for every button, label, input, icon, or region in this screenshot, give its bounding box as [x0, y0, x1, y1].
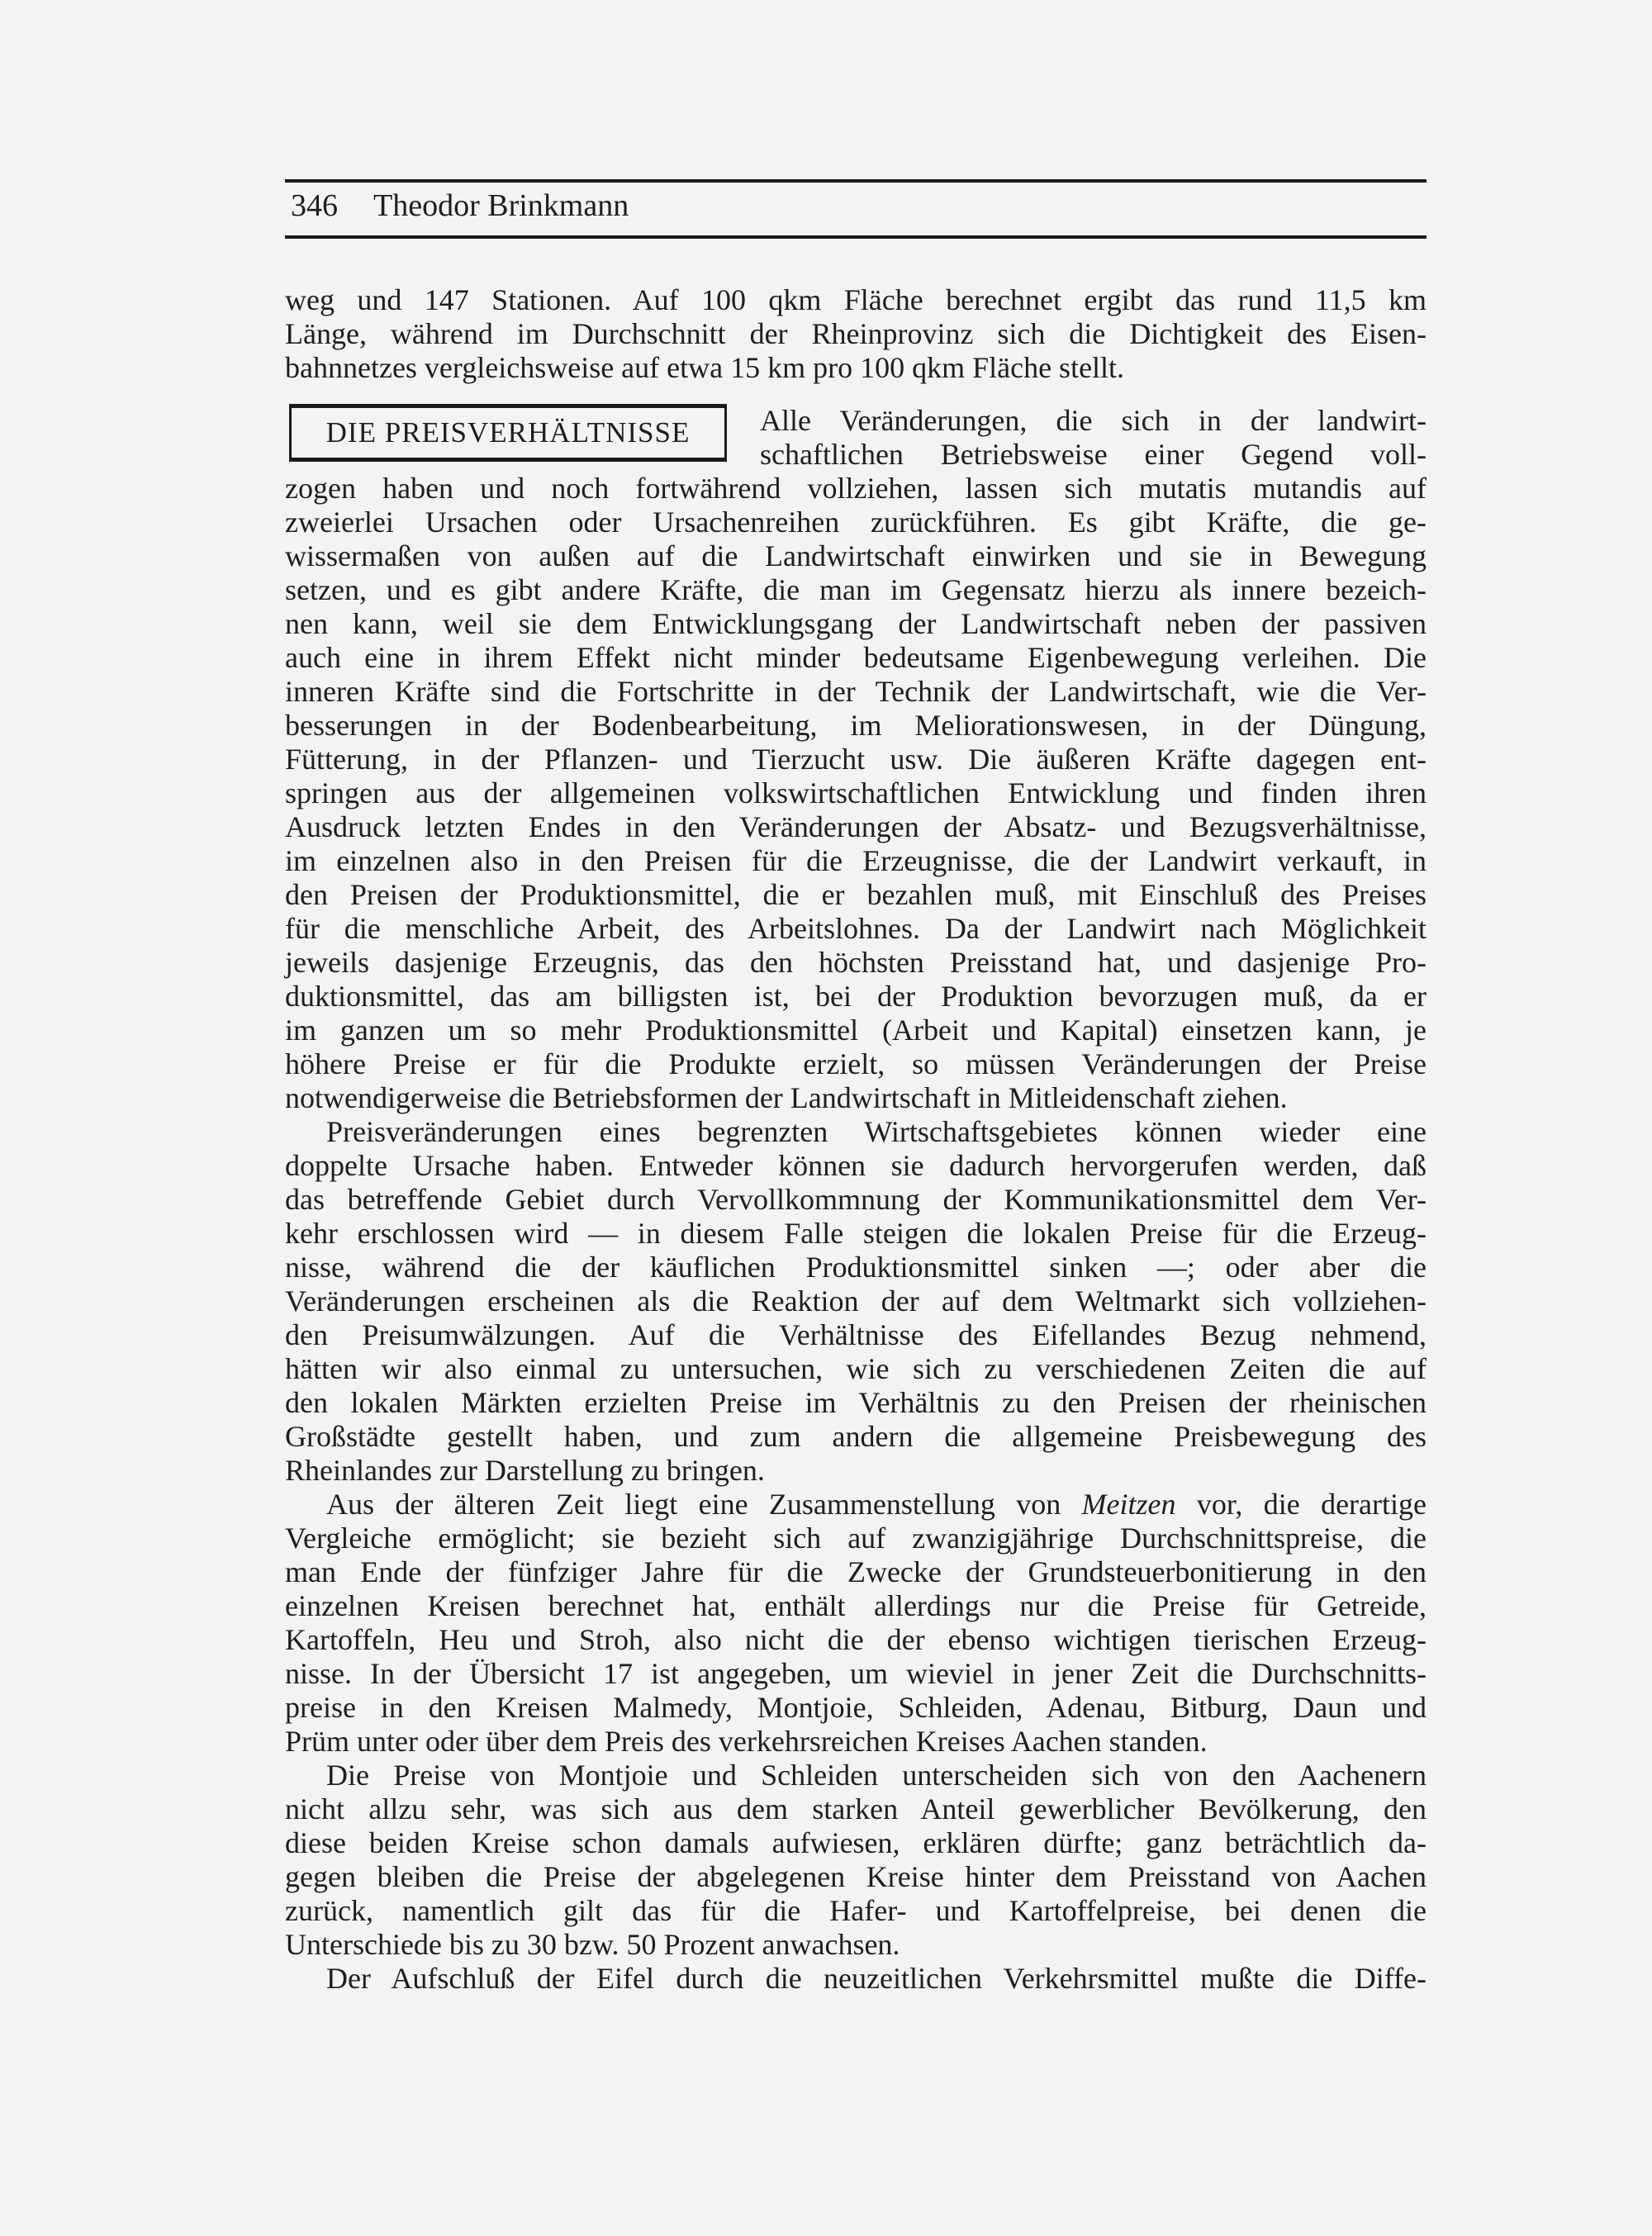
header-rule-bottom: [285, 235, 1427, 239]
text-line: doppelte Ursache haben. Entweder können sie dadurch hervorgerufen werden, daß: [285, 1149, 1427, 1182]
text-line: zweierlei Ursachen oder Ursachenreihen zurückführen. Es gibt Kräfte, die ge-: [285, 506, 1427, 539]
text-line: besserungen in der Bodenbearbeitung, im Meliorationswesen, in der Düngung,: [285, 709, 1427, 742]
text-line: Rheinlandes zur Darstellung zu bringen.: [285, 1454, 765, 1487]
paragraph: [285, 1962, 1427, 1996]
text-line: höhere Preise er für die Produkte erzielt, so müssen Veränderungen der Preise: [285, 1047, 1427, 1080]
text-line: nicht allzu sehr, was sich aus dem starken Anteil gewerblicher Bevölkerung, den: [285, 1792, 1427, 1825]
text-line: springen aus der allgemeinen volkswirtschaftlichen Entwicklung und finden ihren: [285, 776, 1427, 809]
text-line: Kartoffeln, Heu und Stroh, also nicht die der ebenso wichtigen tierischen Erzeug-: [285, 1623, 1427, 1656]
text-line: diese beiden Kreise schon damals aufwiesen, erklären dürfte; ganz beträchtlich da-: [285, 1826, 1427, 1859]
text-line: Preisveränderungen eines begrenzten Wirtschaftsgebietes können wieder eine: [326, 1115, 1427, 1148]
text-line: zurück, namentlich gilt das für die Hafer- und Kartoffelpreise, bei denen die: [285, 1894, 1427, 1927]
text-line: einzelnen Kreisen berechnet hat, enthält allerdings nur die Preise für Getreide,: [285, 1589, 1427, 1622]
paragraph: [285, 1759, 1427, 1962]
text-line: Ausdruck letzten Endes in den Veränderungen der Absatz- und Bezugsverhältnisse,: [285, 810, 1427, 843]
text-line: schaftlichen Betriebsweise einer Gegend voll-: [760, 438, 1427, 471]
text-line: Die Preise von Montjoie und Schleiden unterscheiden sich von den Aachenern: [326, 1759, 1427, 1792]
running-head: Theodor Brinkmann: [373, 188, 629, 223]
text-line: setzen, und es gibt andere Kräfte, die man im Gegensatz hierzu als innere bezeich-: [285, 573, 1427, 606]
text-line: den lokalen Märkten erzielten Preise im Verhältnis zu den Preisen der rheinischen: [285, 1386, 1427, 1419]
text-line: Prüm unter oder über dem Preis des verkehrsreichen Kreises Aachen standen.: [285, 1725, 1208, 1758]
text-line: Länge, während im Durchschnitt der Rheinprovinz sich die Dichtigkeit des Eisen-: [285, 317, 1427, 350]
text-line: zogen haben und noch fortwährend vollziehen, lassen sich mutatis mutandis auf: [285, 472, 1427, 505]
header-rule-top: [285, 179, 1427, 183]
text-line: das betreffende Gebiet durch Vervollkommnung der Kommunikationsmittel dem Ver-: [285, 1183, 1427, 1216]
paragraph: [285, 1488, 1427, 1759]
text-line: nisse. In der Übersicht 17 ist angegeben, um wieviel in jener Zeit die Durchschnitts-: [285, 1657, 1427, 1690]
text-line: für die menschliche Arbeit, des Arbeitslohnes. Da der Landwirt nach Möglichkeit: [285, 912, 1427, 945]
page-number: 346: [291, 188, 338, 223]
text-line: wissermaßen von außen auf die Landwirtschaft einwirken und sie in Bewegung: [285, 539, 1427, 572]
text-line: bahnnetzes vergleichsweise auf etwa 15 km pro 100 qkm Fläche stellt.: [285, 351, 1125, 384]
text-line: auch eine in ihrem Effekt nicht minder bedeutsame Eigenbewegung verleihen. Die: [285, 641, 1427, 674]
text-line: im einzelnen also in den Preisen für die Erzeugnisse, die der Landwirt verkauft, in: [285, 844, 1427, 877]
text-line: hätten wir also einmal zu untersuchen, wie sich zu verschiedenen Zeiten die auf: [285, 1352, 1427, 1385]
text-line: kehr erschlossen wird — in diesem Falle steigen die lokalen Preise für die Erzeug-: [285, 1217, 1427, 1250]
text-segment: vor, die derartige: [1175, 1488, 1427, 1521]
text-line: den Preisumwälzungen. Auf die Verhältnisse des Eifellandes Bezug nehmend,: [285, 1318, 1427, 1351]
body-text: [285, 404, 1427, 1996]
text-line: duktionsmittel, das am billigsten ist, bei der Produktion bevorzugen muß, da er: [285, 980, 1427, 1013]
text-line: weg und 147 Stationen. Auf 100 qkm Fläche berechnet ergibt das rund 11,5 km: [285, 283, 1427, 316]
text-line: Unterschiede bis zu 30 bzw. 50 Prozent anwachsen.: [285, 1928, 900, 1961]
text-line: man Ende der fünfziger Jahre für die Zwecke der Grundsteuerbonitierung in den: [285, 1555, 1427, 1588]
text-line: nisse, während die der käuflichen Produktionsmittel sinken —; oder aber die: [285, 1251, 1427, 1284]
text-line: Großstädte gestellt haben, und zum andern die allgemeine Preisbewegung des: [285, 1420, 1427, 1453]
paragraph: [285, 404, 1427, 1115]
text-line: [285, 1488, 1427, 1522]
text-line: Veränderungen erscheinen als die Reaktion der auf dem Weltmarkt sich vollziehen-: [285, 1284, 1427, 1317]
text-line: gegen bleiben die Preise der abgelegenen Kreise hinter dem Preisstand von Aachen: [285, 1860, 1427, 1893]
text-line: preise in den Kreisen Malmedy, Montjoie, Schleiden, Adenau, Bitburg, Daun und: [285, 1691, 1427, 1724]
text-line: notwendigerweise die Betriebsformen der Landwirtschaft in Mitleidenschaft ziehen.: [285, 1081, 1288, 1114]
text-line: im ganzen um so mehr Produktionsmittel (Arbeit und Kapital) einsetzen kann, je: [285, 1014, 1427, 1047]
text-segment: Aus der älteren Zeit liegt eine Zusammenstellung von: [326, 1488, 1082, 1521]
text-line: jeweils dasjenige Erzeugnis, das den höchsten Preisstand hat, und dasjenige Pro-: [285, 946, 1427, 979]
text-line: nen kann, weil sie dem Entwicklungsgang der Landwirtschaft neben der passiven: [285, 607, 1427, 640]
continuation-paragraph: [285, 283, 1427, 385]
text-line: Vergleiche ermöglicht; sie bezieht sich auf zwanzigjährige Durchschnittspreise, die: [285, 1522, 1427, 1555]
italic-name: Meitzen: [1081, 1488, 1176, 1521]
text-line: Der Aufschluß der Eifel durch die neuzeitlichen Verkehrsmittel mußte die Diffe-: [326, 1962, 1427, 1995]
text-line: Alle Veränderungen, die sich in der landwirt-: [760, 404, 1427, 437]
paragraph: [285, 1115, 1427, 1488]
text-line: den Preisen der Produktionsmittel, die er bezahlen muß, mit Einschluß des Preises: [285, 878, 1427, 911]
text-line: Fütterung, in der Pflanzen- und Tierzucht usw. Die äußeren Kräfte dagegen ent-: [285, 743, 1427, 776]
text-line: inneren Kräfte sind die Fortschritte in der Technik der Landwirtschaft, wie die Ver-: [285, 675, 1427, 708]
section-heading-box: DIE PREISVERHÄLTNISSE: [289, 404, 727, 462]
